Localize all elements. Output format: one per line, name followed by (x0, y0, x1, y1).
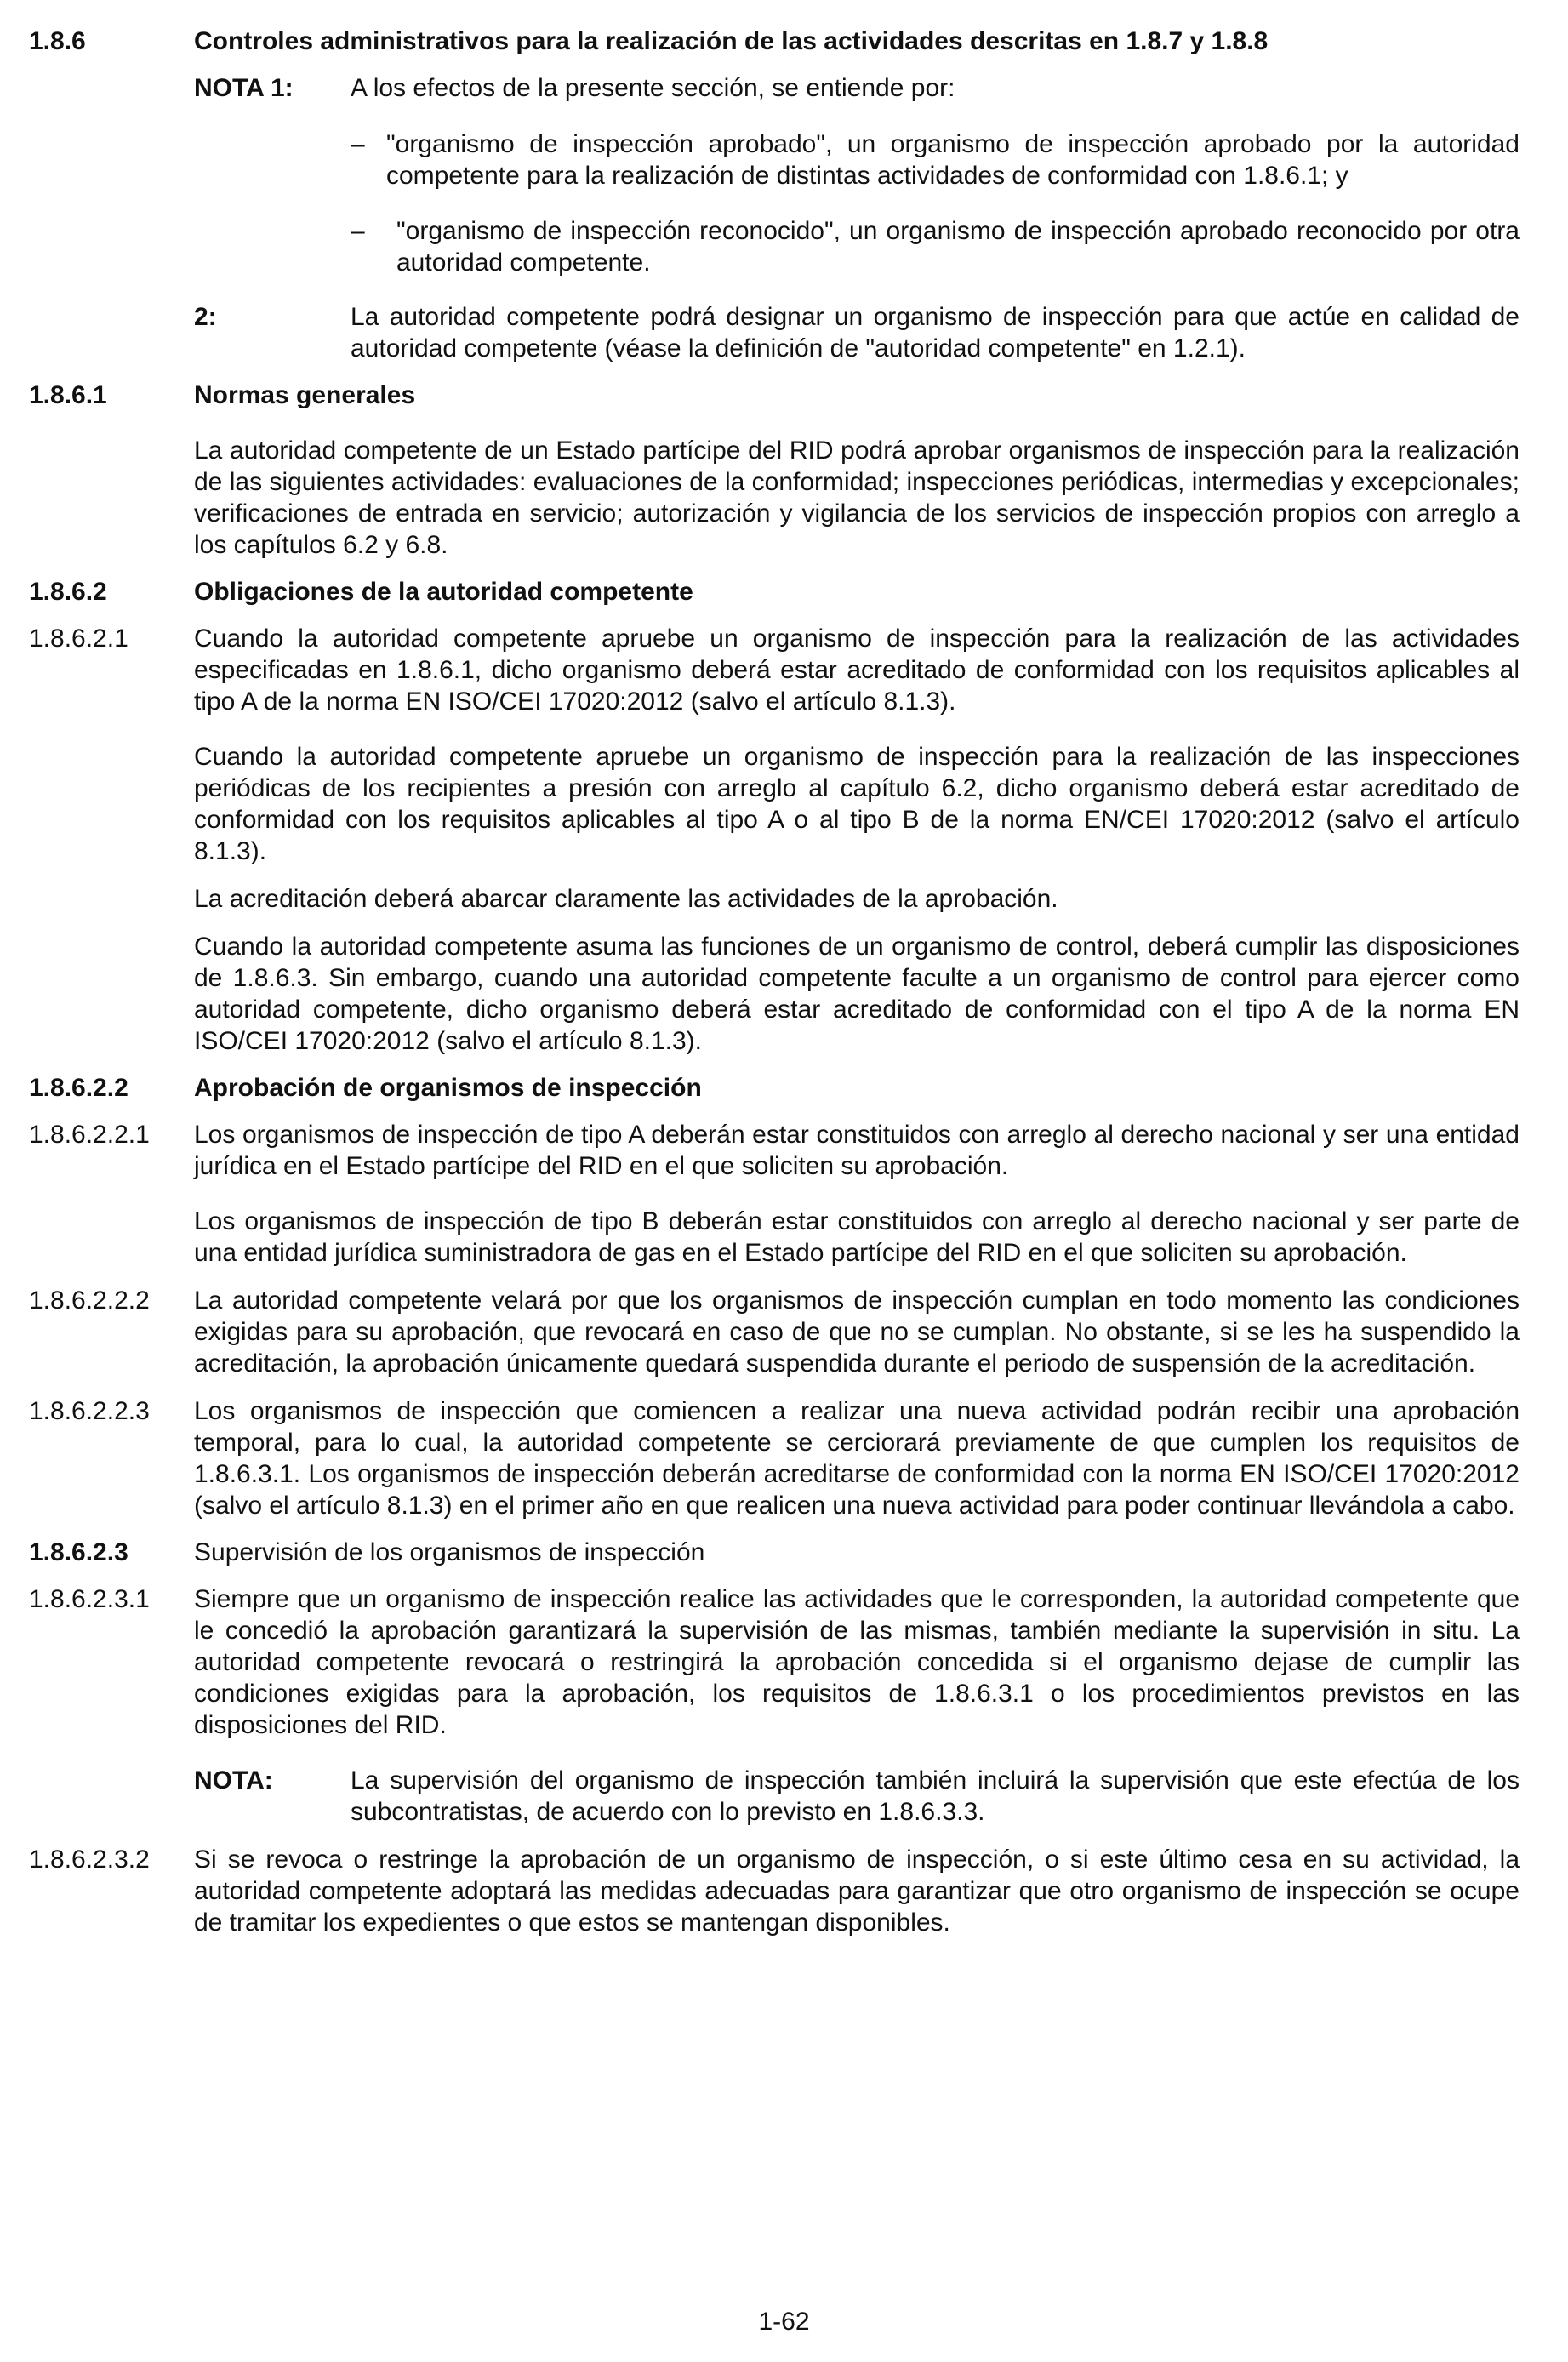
definition-text: "organismo de inspección reconocido", un organismo de inspección aprobado reconocido por otra autoridad competente. (396, 217, 1520, 277)
clause-1-8-6-2-1 (29, 623, 1520, 717)
note-1 (194, 72, 1520, 104)
note-1-label: NOTA 1: (194, 74, 294, 102)
note-1-text: A los efectos de la presente sección, se entiende por: (351, 74, 955, 102)
clause-1-8-6-2-2-3 (29, 1395, 1520, 1521)
section-heading-1-8-6-2-3 (29, 1537, 1520, 1568)
section-heading-1-8-6 (29, 26, 1520, 57)
section-title: Controles administrativos para la realización de las actividades descritas en 1.8.7 y 1.8.8 (194, 27, 1269, 55)
paragraph: Cuando la autoridad competente asuma las funciones de un organismo de control, deberá cumplir las disposiciones de 1.8.6.3. Sin embargo, cuando una autoridad competente faculte a un organismo de control para ejercer como autoridad competente, dicho organismo deberá estar acreditado de conformidad con el tipo A de la norma EN ISO/CEI 17020:2012 (salvo el artículo 8.1.3). (194, 933, 1520, 1055)
dash-bullet: – (351, 217, 365, 245)
section-number: 1.8.6.2.2 (29, 1074, 128, 1102)
paragraph: Si se revoca o restringe la aprobación de un organismo de inspección, o si este último cesa en su actividad, la autoridad competente adoptará las medidas adecuadas para garantizar que otro organismo de inspección se ocupe de tramitar los expedientes o que estos se mantengan disponibles. (194, 1846, 1520, 1937)
dash-bullet: – (351, 130, 365, 158)
paragraph: La autoridad competente velará por que los organismos de inspección cumplan en todo momento las condiciones exigidas para su aprobación, que revocará en caso de que no se cumplan. No obstante, si se les ha suspendido la acreditación, la aprobación únicamente quedará suspendida durante el periodo de suspensión de la acreditación. (194, 1287, 1520, 1378)
section-title: Aprobación de organismos de inspección (194, 1074, 702, 1102)
paragraph: Los organismos de inspección de tipo B deberán estar constituidos con arreglo al derecho nacional y ser parte de una entidad jurídica suministradora de gas en el Estado partícipe del RID en el que soliciten su aprobación. (194, 1207, 1520, 1267)
paragraph: Cuando la autoridad competente apruebe un organismo de inspección para la realización de las inspecciones periódicas de los recipientes a presión con arreglo al capítulo 6.2, dicho organismo deberá estar acreditado de conformidad con los requisitos aplicables al tipo A o al tipo B de la norma EN/CEI 17020:2012 (salvo el artículo 8.1.3). (194, 743, 1520, 865)
clause-number: 1.8.6.2.3.1 (29, 1585, 150, 1613)
clause-1-8-6-2-3-1 (29, 1583, 1520, 1741)
note-2-label (194, 301, 217, 333)
section-heading-1-8-6-1 (29, 379, 1520, 411)
section-number: 1.8.6.2 (29, 578, 107, 606)
clause-number: 1.8.6.2.2.3 (29, 1397, 150, 1425)
paragraph: Siempre que un organismo de inspección realice las actividades que le corresponden, la autoridad competente que le concedió la aprobación garantizará la supervisión de las mismas, también mediante la supervisión in situ. La autoridad competente revocará o restringirá la aprobación concedida si el organismo dejase de cumplir las condiciones exigidas para la aprobación, los requisitos de 1.8.6.3.1 o los procedimientos previstos en las disposiciones del RID. (194, 1585, 1520, 1739)
paragraph: Cuando la autoridad competente apruebe un organismo de inspección para la realización de las actividades especificadas en 1.8.6.1, dicho organismo deberá estar acreditado de conformidad con los requisitos aplicables al tipo A de la norma EN ISO/CEI 17020:2012 (salvo el artículo 8.1.3). (194, 625, 1520, 716)
paragraph: Los organismos de inspección de tipo A deberán estar constituidos con arreglo al derecho nacional y ser una entidad jurídica en el Estado partícipe del RID en el que soliciten su aprobación. (194, 1121, 1520, 1180)
section-number: 1.8.6 (29, 27, 86, 55)
note-2-number: 2: (194, 303, 217, 331)
section-heading-1-8-6-2 (29, 576, 1520, 608)
note-text: La supervisión del organismo de inspección también incluirá la supervisión que este efectúa de los subcontratistas, de acuerdo con lo previsto en 1.8.6.3.3. (351, 1766, 1520, 1826)
note-2 (194, 301, 1520, 364)
section-number: 1.8.6.1 (29, 381, 107, 409)
clause-1-8-6-2-3-2 (29, 1844, 1520, 1938)
clause-1-8-6-2-2-1 (29, 1119, 1520, 1182)
paragraph: Los organismos de inspección que comiencen a realizar una nueva actividad podrán recibir una aprobación temporal, para lo cual, la autoridad competente se cerciorará previamente de que cumplen los requisitos de 1.8.6.3.1. Los organismos de inspección deberán acreditarse de conformidad con la norma EN ISO/CEI 17020:2012 (salvo el artículo 8.1.3) en el primer año en que realicen una nueva actividad para poder continuar llevándola a cabo. (194, 1397, 1520, 1520)
note (194, 1765, 1520, 1828)
clause-1-8-6-2-2-2 (29, 1285, 1520, 1379)
section-title: Normas generales (194, 381, 416, 409)
clause-number: 1.8.6.2.2.2 (29, 1287, 150, 1315)
document-page (29, 26, 1520, 1938)
clause-number: 1.8.6.2.2.1 (29, 1121, 150, 1149)
note-2-text: La autoridad competente podrá designar un organismo de inspección para que actúe en calidad de autoridad competente (véase la definición de "autoridad competente" en 1.2.1). (351, 303, 1520, 362)
paragraph: La autoridad competente de un Estado partícipe del RID podrá aprobar organismos de inspección para la realización de las siguientes actividades: evaluaciones de la conformidad; inspecciones periódicas, intermedias y excepcionales; verificaciones de entrada en servicio; autorización y vigilancia de los servicios de inspección propios con arreglo a los capítulos 6.2 y 6.8. (194, 436, 1520, 559)
section-title: Supervisión de los organismos de inspección (194, 1538, 705, 1566)
clause-number: 1.8.6.2.3.2 (29, 1846, 150, 1874)
note-label: NOTA: (194, 1766, 273, 1794)
section-heading-1-8-6-2-2 (29, 1072, 1520, 1104)
definition-item (351, 128, 1520, 191)
section-number: 1.8.6.2.3 (29, 1538, 128, 1566)
section-title: Obligaciones de la autoridad competente (194, 578, 693, 606)
paragraph: La acreditación deberá abarcar claramente las actividades de la aprobación. (194, 885, 1058, 913)
clause-number: 1.8.6.2.1 (29, 625, 128, 653)
definition-text: "organismo de inspección aprobado", un organismo de inspección aprobado por la autoridad competente para la realización de distintas actividades de conformidad con 1.8.6.1; y (386, 130, 1520, 190)
definition-item (351, 215, 1520, 278)
page-number: 1-62 (758, 2308, 810, 2336)
